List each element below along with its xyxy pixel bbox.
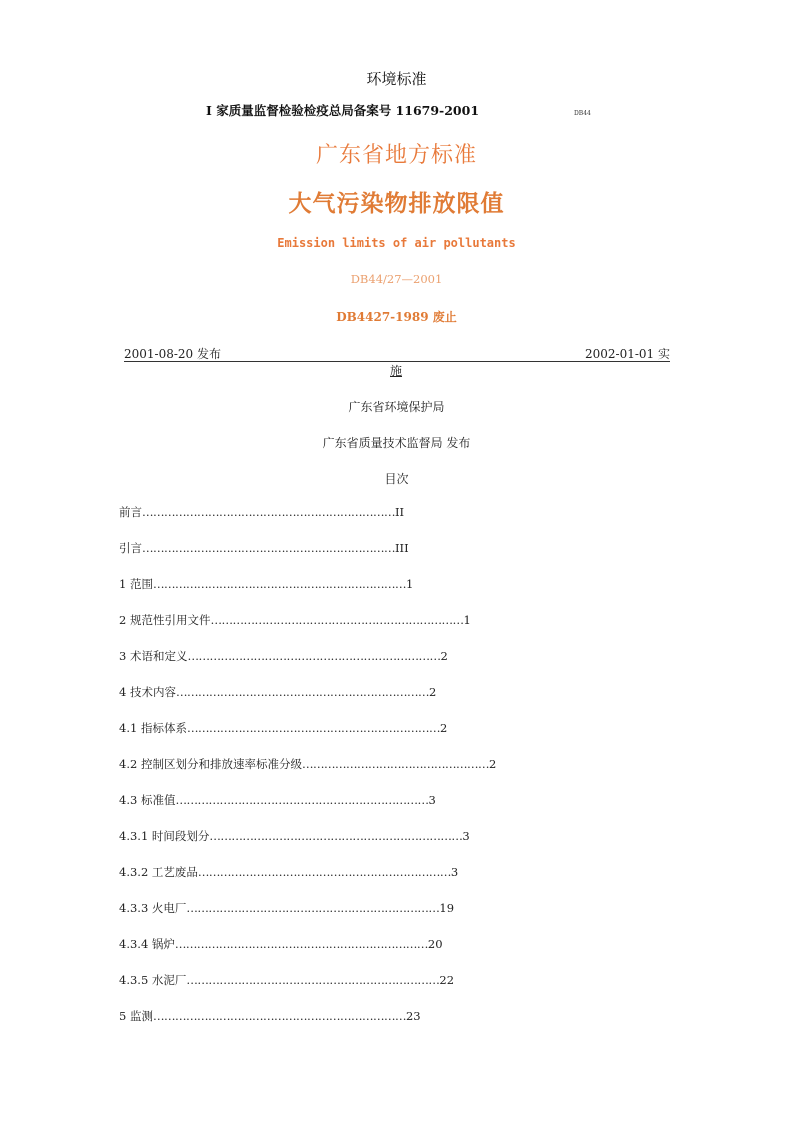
toc-entry-page: 2 — [488, 757, 497, 771]
toc-entry-page: 19 — [439, 901, 455, 915]
toc-entry-page: 1 — [405, 577, 414, 591]
province-standard-heading: 广东省地方标准 — [315, 143, 477, 168]
toc-entry-page: 3 — [428, 793, 436, 807]
toc-entry-label: 前言 — [119, 505, 142, 519]
toc-entry-page: 1 — [463, 613, 471, 627]
toc-entry[interactable] — [119, 936, 443, 952]
toc-entry-page: II — [395, 505, 405, 519]
toc-entry-leader: …………………………………………………………… — [187, 649, 441, 663]
toc-title: 目次 — [384, 472, 409, 486]
db-code-small: DB44 — [574, 110, 591, 117]
toc-entry[interactable] — [119, 504, 404, 520]
toc-entry-leader: …………………………………………………………… — [209, 829, 463, 843]
toc-entry-label: 4.3.1 时间段划分 — [119, 829, 210, 843]
toc-entry-leader: …………………………………………………………… — [186, 721, 440, 735]
toc-entry-label: 4.2 控制区划分和排放速率标准分级 — [119, 757, 302, 771]
toc-entry-label: 4.3.2 工艺废品 — [119, 865, 198, 879]
toc-entry-label: 4.3 标准值 — [119, 793, 176, 807]
toc-entry-label: 4.3.5 水泥厂 — [119, 973, 187, 987]
toc-entry-label: 2 规范性引用文件 — [119, 613, 211, 627]
record-number: I 家质量监督检验检疫总局备案号 11679-2001 — [206, 103, 480, 118]
implement-date: 2002-01-01 实 — [584, 347, 670, 361]
toc-entry[interactable] — [119, 720, 447, 736]
toc-entry-page: 3 — [462, 829, 470, 843]
toc-entry-leader: …………………………………………………………… — [186, 901, 440, 915]
toc-entry-leader: …………………………………………………………… — [175, 793, 429, 807]
toc-entry-page: 3 — [450, 865, 459, 879]
toc-entry-page: III — [395, 541, 409, 555]
toc-entry-page: 22 — [439, 973, 455, 987]
toc-entry[interactable] — [119, 576, 413, 592]
toc-entry[interactable] — [119, 864, 458, 880]
document-title-english: Emission limits of air pollutants — [277, 236, 516, 250]
category-label: 环境标准 — [366, 70, 427, 88]
toc-entry-label: 引言 — [119, 541, 142, 555]
toc-entry-leader: …………………………………………………………… — [210, 613, 464, 627]
toc-entry-leader: …………………………………………………………… — [142, 541, 395, 555]
toc-entry-leader: …………………………………………… — [301, 757, 489, 771]
toc-entry-label: 4 技术内容 — [119, 685, 176, 699]
implement-date-tail: 施 — [390, 364, 403, 378]
toc-entry-leader: …………………………………………………………… — [186, 973, 440, 987]
toc-entry-label: 5 监测 — [119, 1009, 153, 1023]
toc-entry-leader: …………………………………………………………… — [175, 685, 429, 699]
toc-entry[interactable] — [119, 756, 496, 772]
toc-entry[interactable] — [119, 828, 470, 844]
issue-date: 2001-08-20 发布 — [124, 347, 222, 361]
toc-entry-label: 4.3.3 火电厂 — [119, 901, 187, 915]
toc-entry[interactable] — [119, 972, 454, 988]
toc-entry[interactable] — [119, 612, 471, 628]
toc-entry-page: 23 — [405, 1009, 421, 1023]
toc-entry[interactable] — [119, 648, 448, 664]
document-title: 大气污染物排放限值 — [288, 190, 505, 217]
toc-entry-label: 3 术语和定义 — [119, 649, 188, 663]
toc-entry-leader: …………………………………………………………… — [174, 937, 428, 951]
toc-entry-leader: …………………………………………………………… — [197, 865, 451, 879]
toc-entry-label: 4.3.4 锅炉 — [119, 937, 175, 951]
toc-entry[interactable] — [119, 540, 409, 556]
toc-entry-label: 4.1 指标体系 — [119, 721, 187, 735]
toc-entry-leader: …………………………………………………………… — [152, 577, 406, 591]
toc-entry-page: 20 — [427, 937, 443, 951]
toc-entry-page: 2 — [439, 721, 448, 735]
toc-entry-leader: …………………………………………………………… — [142, 505, 395, 519]
issuer-environment-bureau: 广东省环境保护局 — [348, 400, 445, 414]
toc-entry-leader: …………………………………………………………… — [152, 1009, 406, 1023]
standard-number: DB44/27—2001 — [350, 272, 443, 286]
replaces-note: DB4427-1989 废止 — [336, 310, 457, 324]
toc-entry[interactable] — [119, 900, 454, 916]
toc-entry-label: 1 范围 — [119, 577, 153, 591]
toc-entry-page: 2 — [428, 685, 437, 699]
issuer-quality-bureau: 广东省质量技术监督局 发布 — [322, 436, 471, 450]
toc-entry[interactable] — [119, 1008, 421, 1024]
toc-entry[interactable] — [119, 792, 436, 808]
date-row — [124, 345, 670, 362]
toc-entry-page: 2 — [440, 649, 448, 663]
toc-entry[interactable] — [119, 684, 436, 700]
